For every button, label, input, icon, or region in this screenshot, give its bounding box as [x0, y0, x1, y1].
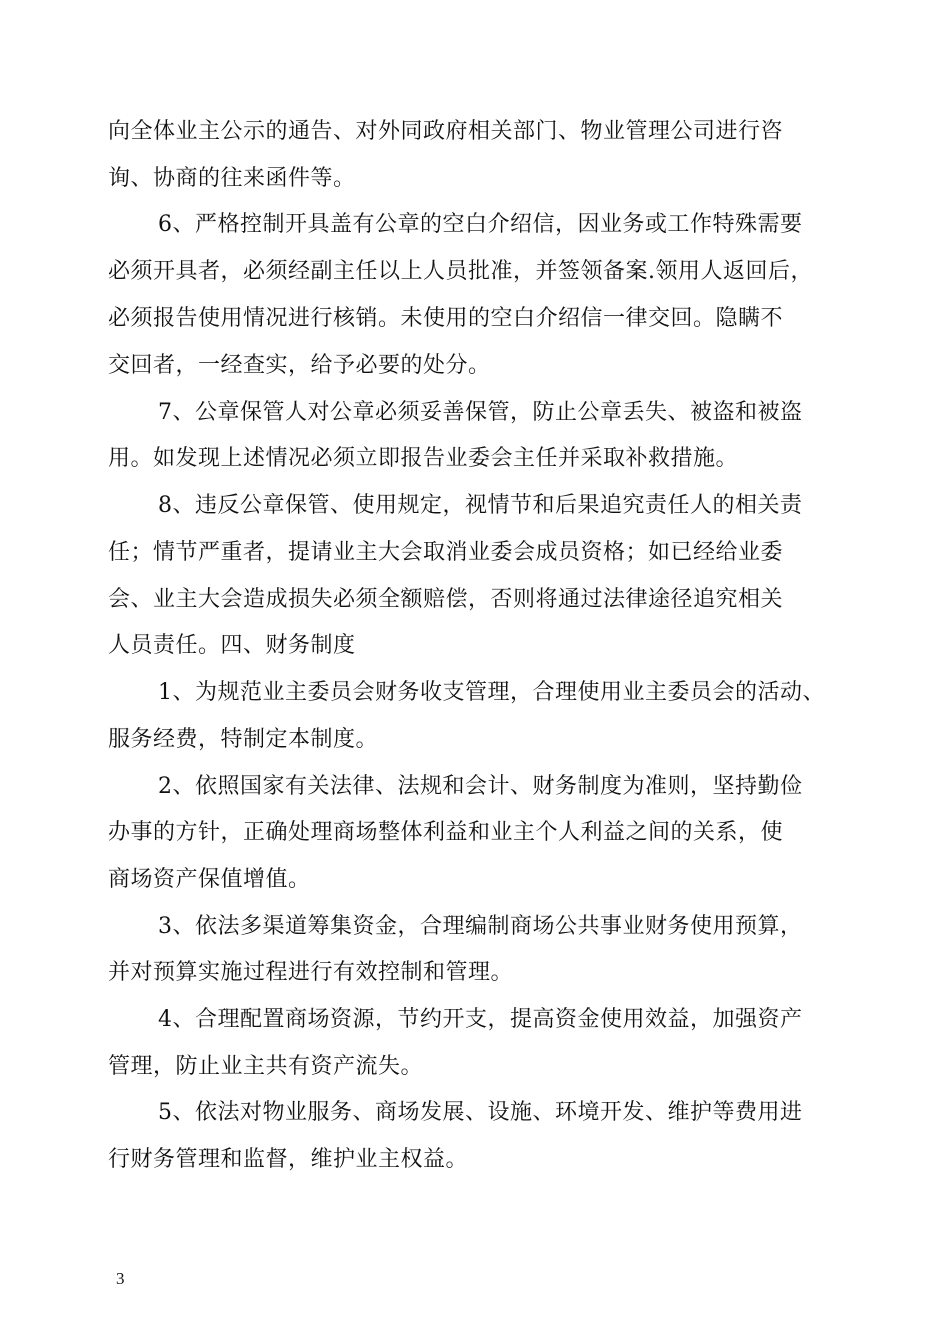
text-line: 7、公章保管人对公章必须妥善保管，防止公章丢失、被盗和被盗	[158, 400, 803, 425]
text-line: 商场资产保值增值。	[108, 867, 311, 892]
text-line: 1、为规范业主委员会财务收支管理，合理使用业主委员会的活动、	[158, 680, 825, 705]
text-line: 向全体业主公示的通告、对外同政府相关部门、物业管理公司进行咨	[108, 119, 784, 144]
text-line: 6、严格控制开具盖有公章的空白介绍信，因业务或工作特殊需要	[158, 212, 803, 237]
text-line: 办事的方针，正确处理商场整体利益和业主个人利益之间的关系，使	[108, 820, 784, 845]
text-line: 必须开具者，必须经副主任以上人员批准，并签领备案.领用人返回后，	[108, 259, 813, 284]
text-line: 人员责任。四、财务制度	[108, 633, 356, 658]
text-line: 5、依法对物业服务、商场发展、设施、环境开发、维护等费用进	[158, 1100, 803, 1125]
text-line: 4、合理配置商场资源，节约开支，提高资金使用效益，加强资产	[158, 1007, 803, 1032]
text-line: 行财务管理和监督，维护业主权益。	[108, 1147, 469, 1172]
text-line: 交回者，一经查实，给予必要的处分。	[108, 353, 491, 378]
text-line: 8、违反公章保管、使用规定，视情节和后果追究责任人的相关责	[158, 493, 803, 518]
page-number: 3	[116, 1269, 125, 1288]
text-line: 用。如发现上述情况必须立即报告业委会主任并采取补救措施。	[108, 446, 739, 471]
text-line: 服务经费，特制定本制度。	[108, 727, 379, 752]
text-line: 询、协商的往来函件等。	[108, 166, 356, 191]
text-line: 并对预算实施过程进行有效控制和管理。	[108, 960, 514, 985]
text-line: 任；情节严重者，提请业主大会取消业委会成员资格；如已经给业委	[108, 540, 784, 565]
text-line: 必须报告使用情况进行核销。未使用的空白介绍信一律交回。隐瞒不	[108, 306, 784, 331]
text-line: 3、依法多渠道筹集资金，合理编制商场公共事业财务使用预算，	[158, 914, 803, 939]
text-line: 管理，防止业主共有资产流失。	[108, 1054, 424, 1079]
text-line: 会、业主大会造成损失必须全额赔偿，否则将通过法律途径追究相关	[108, 587, 784, 612]
text-line: 2、依照国家有关法律、法规和会计、财务制度为准则，坚持勤俭	[158, 774, 803, 799]
